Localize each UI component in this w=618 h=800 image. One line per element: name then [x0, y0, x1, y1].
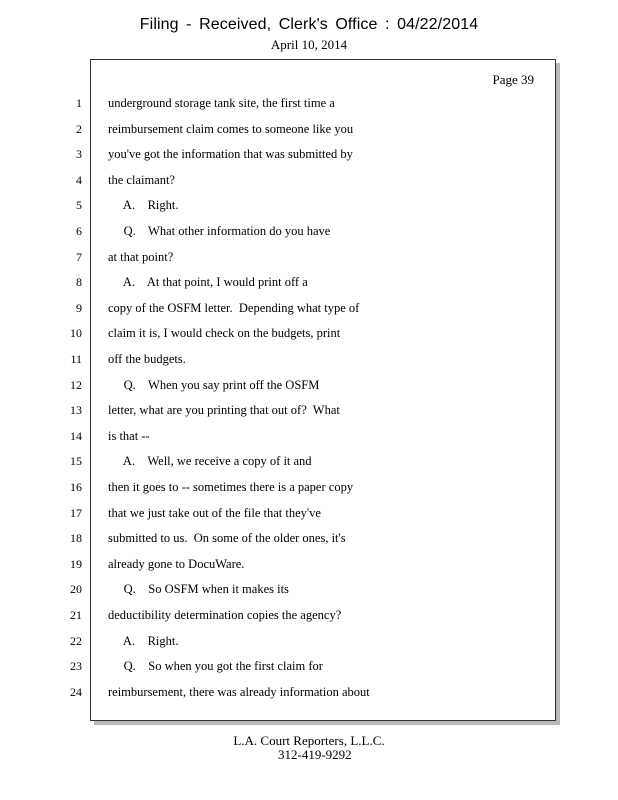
line-text: is that --	[108, 429, 150, 443]
line-number: 9	[76, 301, 82, 315]
line-text: reimbursement, there was already information about	[108, 685, 370, 699]
line-number: 16	[70, 480, 82, 494]
line-number: 2	[76, 122, 82, 136]
line-text: underground storage tank site, the first time a	[108, 96, 335, 110]
line-text: letter, what are you printing that out of? What	[108, 403, 340, 417]
line-number: 3	[76, 147, 82, 161]
line-text: off the budgets.	[108, 352, 186, 366]
line-text: the claimant?	[108, 173, 175, 187]
line-number: 12	[70, 378, 82, 392]
line-text: you've got the information that was submitted by	[108, 147, 353, 161]
line-text: reimbursement claim comes to someone like you	[108, 122, 354, 136]
line-text: A. Right.	[108, 198, 179, 212]
line-text: already gone to DocuWare.	[108, 557, 245, 571]
page-number: Page 39	[492, 72, 534, 87]
line-text: then it goes to -- sometimes there is a paper copy	[108, 480, 354, 494]
line-text: Q. What other information do you have	[108, 224, 331, 238]
line-text: that we just take out of the file that they've	[108, 506, 321, 520]
transcript-date: April 10, 2014	[270, 37, 348, 52]
line-text: at that point?	[108, 250, 174, 264]
line-number: 4	[76, 173, 82, 187]
court-reporter-phone: 312-419-9292	[278, 747, 352, 762]
line-number: 13	[70, 403, 82, 417]
line-number: 8	[76, 275, 82, 289]
line-number: 7	[76, 250, 82, 264]
filing-stamp: Filing - Received, Clerk's Office : 04/22/2014	[139, 16, 479, 33]
line-number: 24	[70, 685, 82, 699]
line-text: submitted to us. On some of the older ones, it's	[108, 531, 346, 545]
line-number: 6	[76, 224, 82, 238]
line-text: Q. So OSFM when it makes its	[108, 582, 289, 596]
line-number: 23	[70, 659, 82, 673]
line-number: 21	[70, 608, 82, 622]
line-number: 11	[70, 352, 82, 366]
line-text: A. Well, we receive a copy of it and	[108, 454, 312, 468]
line-number: 5	[76, 198, 82, 212]
line-number: 22	[70, 634, 82, 648]
line-text: copy of the OSFM letter. Depending what type of	[108, 301, 360, 315]
line-text: deductibility determination copies the agency?	[108, 608, 342, 622]
court-reporter-name: L.A. Court Reporters, L.L.C.	[233, 733, 385, 748]
line-number: 19	[70, 557, 82, 571]
line-text: Q. So when you got the first claim for	[108, 659, 323, 673]
line-number: 20	[70, 582, 82, 596]
line-text: A. Right.	[108, 634, 179, 648]
line-number: 15	[70, 454, 82, 468]
line-number: 14	[70, 429, 82, 443]
line-number: 10	[70, 326, 82, 340]
line-text: Q. When you say print off the OSFM	[108, 378, 320, 392]
line-text: claim it is, I would check on the budgets, print	[108, 326, 341, 340]
line-text: A. At that point, I would print off a	[108, 275, 308, 289]
line-number: 1	[76, 96, 82, 110]
line-number: 17	[70, 506, 82, 520]
line-number: 18	[70, 531, 82, 545]
